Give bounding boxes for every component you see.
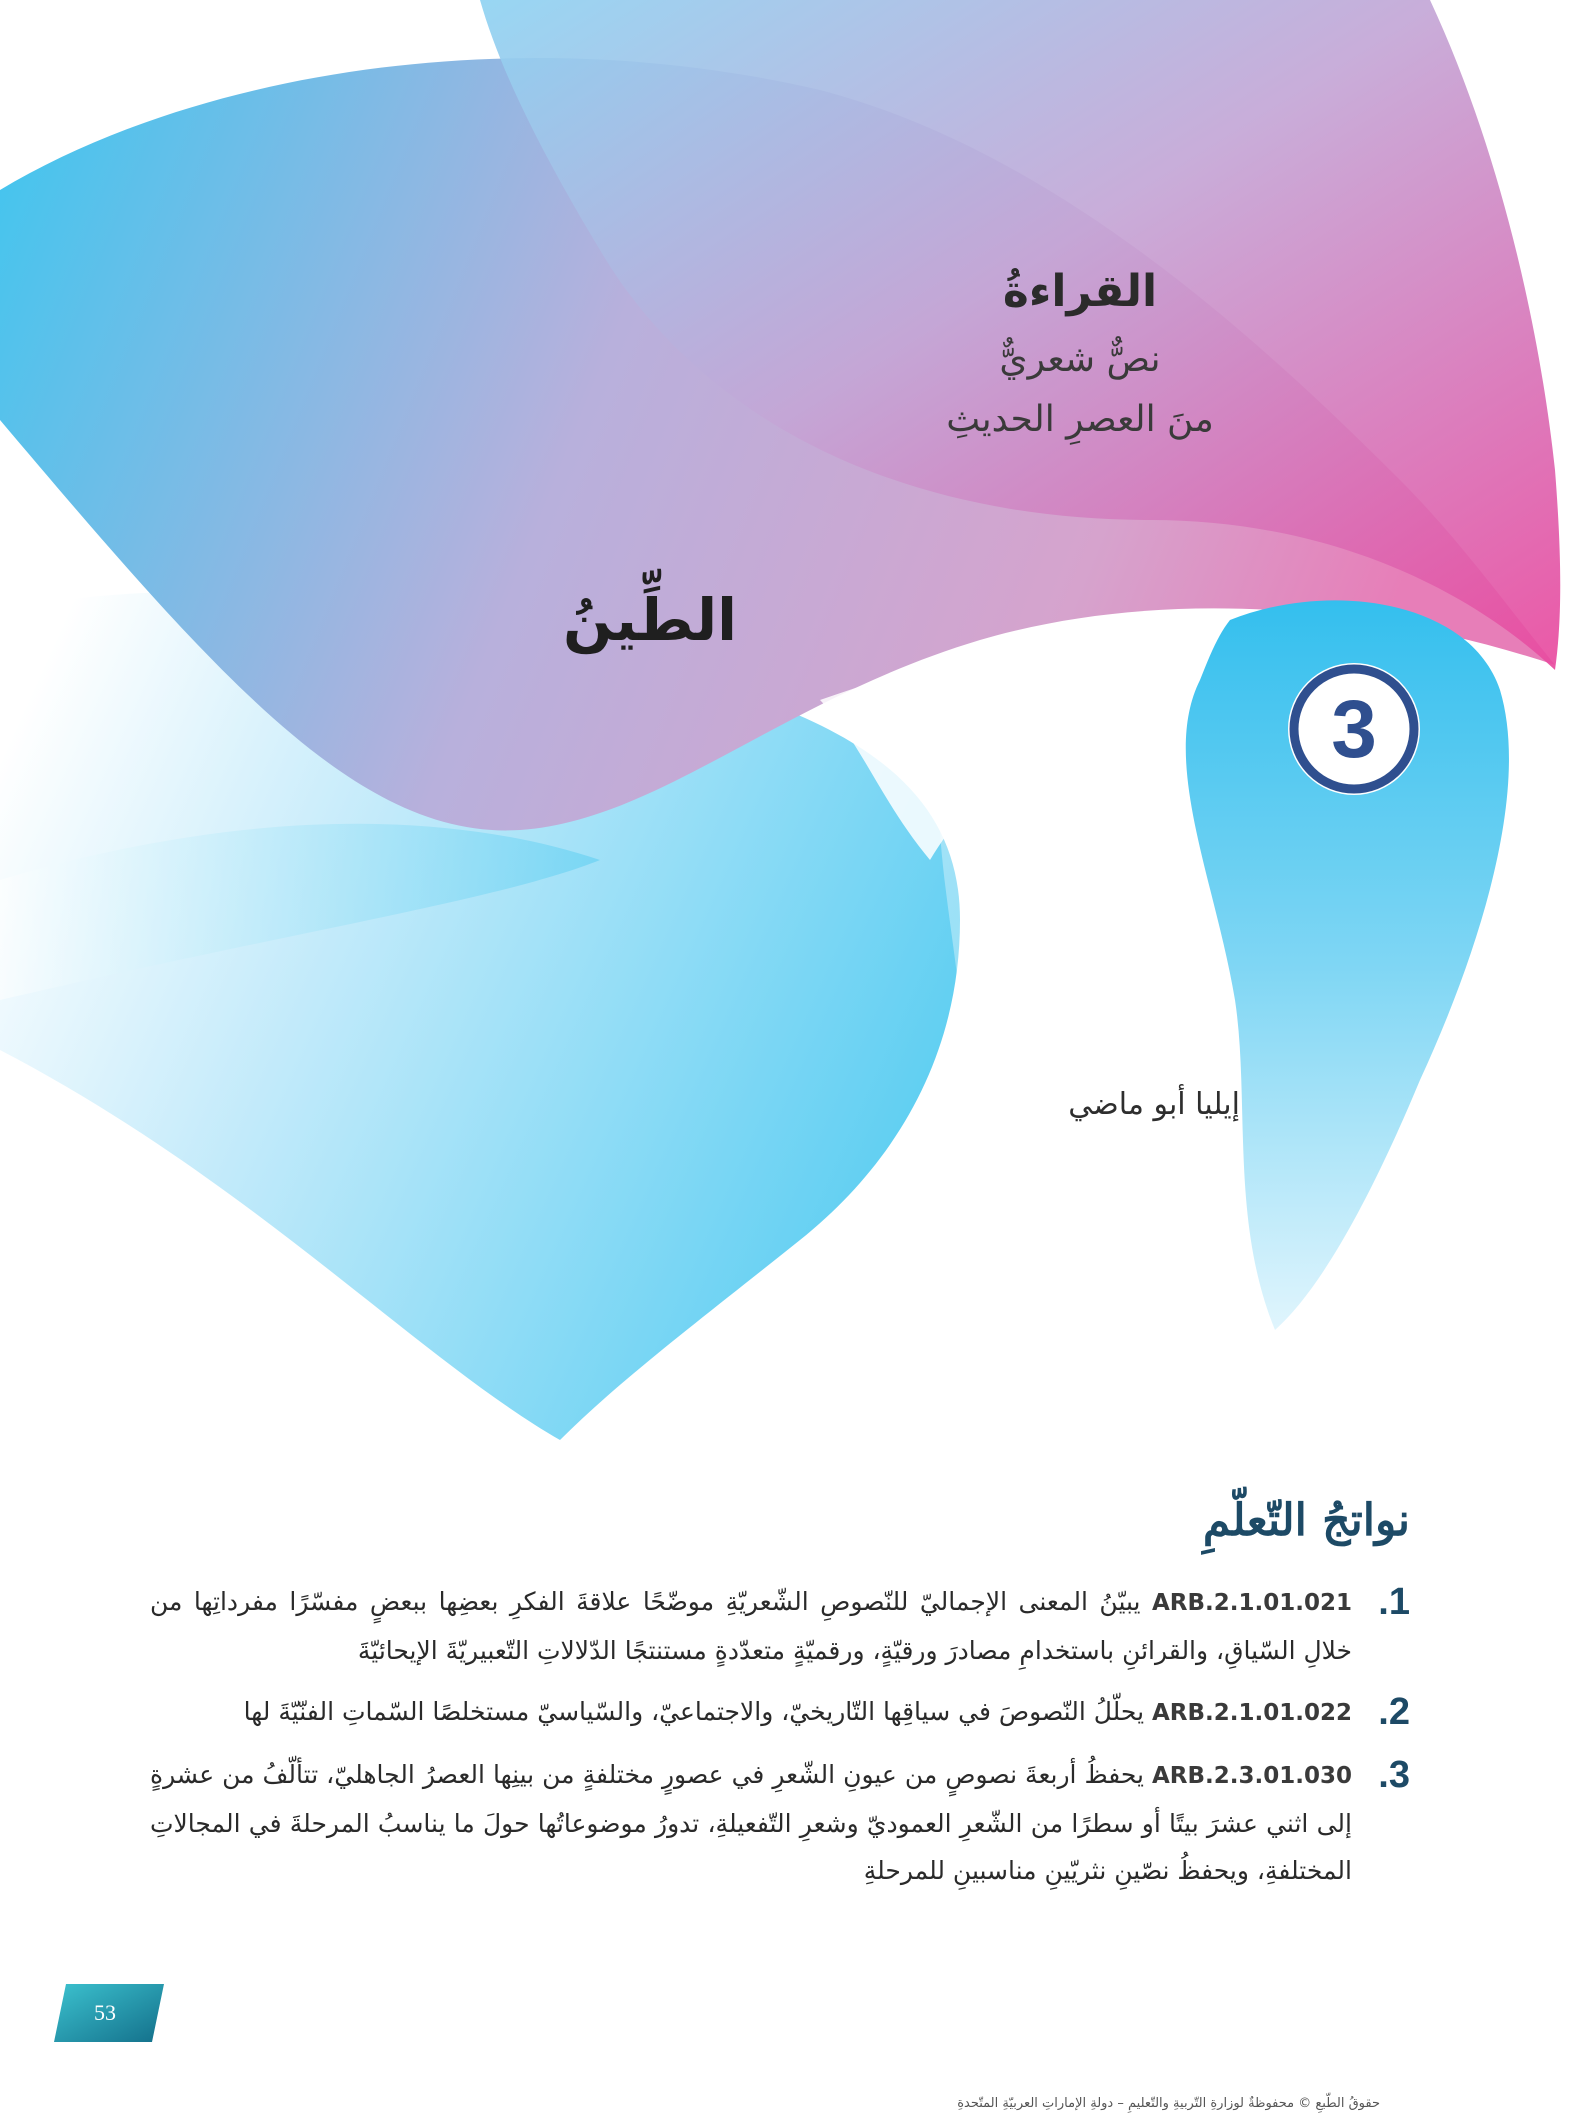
outcome-code: ARB.2.1.01.021 <box>1151 1590 1352 1616</box>
outcome-text-block <box>150 1578 1352 1674</box>
outcome-text: يبيّنُ المعنى الإجماليّ للنّصوصِ الشّعريّةِ موضّحًا علاقةَ الفكرِ بعضِها ببعضٍ مفسّرًا مفرداتِها من خلالِ السّياقِ، والقرائنِ باستخدامِ مصادرَ ورقيّةٍ، ورقميّةٍ متعدّدةٍ مستنتجًا الدّلالاتِ التّعبيريّةَ الإيحائيّةَ <box>150 1587 1352 1665</box>
section-subtitle-genre: نصٌّ شعريٌّ <box>999 339 1161 380</box>
outcome-number: 3. <box>1378 1754 1410 1796</box>
outcome-number: 1. <box>1378 1581 1410 1623</box>
poet-name: إيليا أبو ماضي <box>1068 1087 1240 1122</box>
page-number: 53 <box>94 2000 116 2025</box>
section-title: القراءةُ <box>1002 266 1158 317</box>
outcome-code: ARB.2.1.01.022 <box>1151 1700 1352 1726</box>
outcome-text: يحفظُ أربعةَ نصوصٍ من عيونِ الشّعرِ في عصورٍ مختلفةٍ من بينِها العصرُ الجاهليّ، تتألّفُ من عشرةٍ إلى اثني عشرَ بيتًا أو سطرًا من الشّعرِ العموديّ وشعرِ التّفعيلةِ، تدورُ موضوعاتُها حولَ ما يناسبُ المرحلةَ في المجالاتِ المختلفةِ، ويحفظُ نصّينِ نثريّينِ مناسبينِ للمرحلةِ <box>150 1760 1352 1885</box>
outcome-text-block <box>150 1688 1352 1737</box>
copyright-note: حقوقُ الطّبعِ © محفوظةٌ لوزارةِ التّربيةِ والتّعليمِ – دولةِ الإماراتِ العربيّةِ المتّحدةِ <box>957 2096 1380 2111</box>
section-subtitle-era: منَ العصرِ الحديثِ <box>946 399 1214 440</box>
outcome-text: يحلّلُ النّصوصَ في سياقِها التّاريخيّ، والاجتماعيّ، والسّياسيّ مستخلصًا السّماتِ الفنّيّةَ لها <box>243 1697 1145 1726</box>
outcome-number: 2. <box>1378 1691 1410 1733</box>
outcome-item <box>150 1688 1410 1737</box>
outcome-text-block <box>150 1751 1352 1894</box>
outcomes-heading: نواتجُ التّعلّمِ <box>1202 1495 1410 1546</box>
outcome-code: ARB.2.3.01.030 <box>1151 1763 1352 1789</box>
unit-number: 3 <box>1331 684 1377 775</box>
poem-title: الطِّينُ <box>562 586 738 654</box>
outcome-item <box>150 1751 1410 1894</box>
learning-outcomes <box>150 1490 1410 1908</box>
outcome-item <box>150 1578 1410 1674</box>
unit-number-badge <box>1285 660 1423 798</box>
